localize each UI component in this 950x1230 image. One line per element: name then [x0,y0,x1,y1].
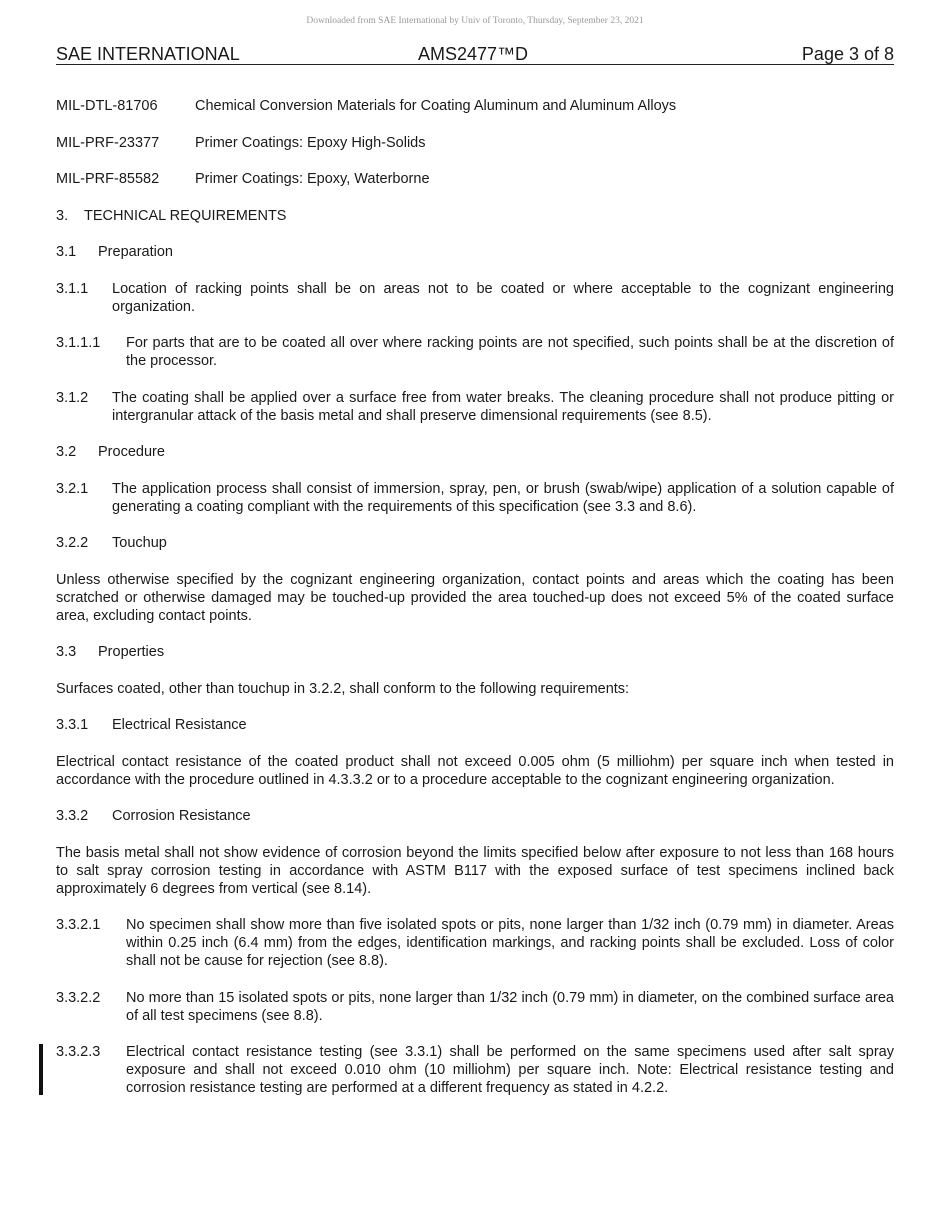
section-text: Electrical contact resistance testing (see 3.3.1) shall be performed on the same specimens used after salt spray exposure and shall not exceed 0.010 ohm (10 milliohm) per square inch. Note: Electrical resistance testing and corrosion resistance testing are performed at a different frequency as stated in 4.2.2. [126,1044,894,1096]
section-number: 3.1.1.1 [56,335,101,351]
header-document-id: AMS2477™D [418,44,529,64]
section-3-3-2-paragraph [56,844,894,898]
section-number: 3.1 [56,244,77,260]
section-3-1-2 [56,389,894,425]
section-title: Corrosion Resistance [112,808,251,824]
section-3-3-2-heading [56,807,894,825]
paragraph-text: Unless otherwise specified by the cognizant engineering organization, contact points and areas which the coating has been scratched or otherwise damaged may be touched-up provided the area touched-up does not exceed 5% of the coated surface area, excluding contact points. [56,571,894,624]
reference-item [56,170,894,188]
section-3-3-heading [56,643,894,661]
section-3-3-1-heading [56,716,894,734]
section-3-3-paragraph [56,680,894,698]
section-number: 3.3 [56,644,77,660]
section-number: 3.2.1 [56,480,89,497]
section-3-3-2-1 [56,916,894,970]
reference-title: Chemical Conversion Materials for Coating Aluminum and Aluminum Alloys [195,98,677,114]
reference-code: MIL-DTL-81706 [56,98,158,114]
section-title: Properties [98,644,165,660]
section-number: 3.1.2 [56,389,89,406]
section-number: 3.1.1 [56,280,89,297]
section-number: 3.2.2 [56,535,89,551]
paragraph-text: The basis metal shall not show evidence of corrosion beyond the limits specified below after exposure to not less than 168 hours to salt spray corrosion testing in accordance with ASTM B117 with the exposed surface of test specimens inclined back approximately 6 degrees from vertical (see 8.14). [56,844,894,897]
section-3-3-2-2 [56,989,894,1025]
reference-item [56,134,894,152]
section-3-2-1 [56,480,894,516]
section-3-2-2-paragraph [56,571,894,625]
section-title: Preparation [98,244,173,260]
reference-code: MIL-PRF-85582 [56,171,160,187]
section-title: TECHNICAL REQUIREMENTS [84,207,287,224]
section-number: 3.2 [56,444,77,460]
paragraph-text: Electrical contact resistance of the coated product shall not exceed 0.005 ohm (5 milliohm) per square inch when tested in accordance with the procedure outlined in 4.3.3.2 or to a procedure acceptable to the cognizant engineering organization. [56,753,894,788]
section-number: 3.3.2.1 [56,917,101,933]
section-3-1-1-1 [56,334,894,370]
header-page-number: Page 3 of 8 [801,44,894,64]
section-text: No more than 15 isolated spots or pits, none larger than 1/32 inch (0.79 mm) in diameter, on the combined surface area of all test specimens (see 8.8). [126,989,894,1024]
section-title: Procedure [98,444,165,460]
section-3-2-2-heading [56,534,894,552]
section-title: Electrical Resistance [112,717,247,733]
header-publisher: SAE INTERNATIONAL [56,44,240,64]
section-text: The application process shall consist of immersion, spray, pen, or brush (swab/wipe) application of a solution capable of generating a coating compliant with the requirements of this specification (see 3.3 and 8.6). [112,480,894,515]
download-watermark: Downloaded from SAE International by Univ of Toronto, Thursday, September 23, 2021 [306,16,644,26]
section-3-3-2-3 [56,1043,894,1097]
section-number: 3.3.2.3 [56,1044,101,1060]
reference-title: Primer Coatings: Epoxy, Waterborne [195,171,430,187]
section-3-1-1 [56,280,894,316]
page-header [56,44,894,65]
reference-code: MIL-PRF-23377 [56,134,160,151]
document-body [56,97,894,1116]
reference-title: Primer Coatings: Epoxy High-Solids [195,134,426,151]
section-text: The coating shall be applied over a surface free from water breaks. The cleaning procedure shall not produce pitting or intergranular attack of the basis metal and shall preserve dimensional requirements (see 8.5). [112,389,894,424]
section-number: 3. [56,207,69,224]
section-3-heading [56,207,894,225]
section-text: For parts that are to be coated all over where racking points are not specified, such points shall be at the discretion of the processor. [126,335,894,369]
section-text: Location of racking points shall be on areas not to be coated or where acceptable to the cognizant engineering organization. [112,280,894,315]
section-3-2-heading [56,443,894,461]
section-3-1-heading [56,243,894,261]
paragraph-text: Surfaces coated, other than touchup in 3.2.2, shall conform to the following requirements: [56,680,630,697]
section-3-3-1-paragraph [56,753,894,789]
section-title: Touchup [112,535,167,551]
reference-item [56,97,894,115]
section-text: No specimen shall show more than five isolated spots or pits, none larger than 1/32 inch (0.79 mm) in diameter. Areas within 0.25 inch (6.4 mm) from the edges, identification markings, and racking points shall be excluded. Loss of color shall not be cause for rejection (see 8.8). [126,917,894,969]
revision-change-bar [39,1044,43,1095]
section-number: 3.3.1 [56,717,89,733]
section-number: 3.3.2 [56,808,89,824]
section-number: 3.3.2.2 [56,989,101,1006]
